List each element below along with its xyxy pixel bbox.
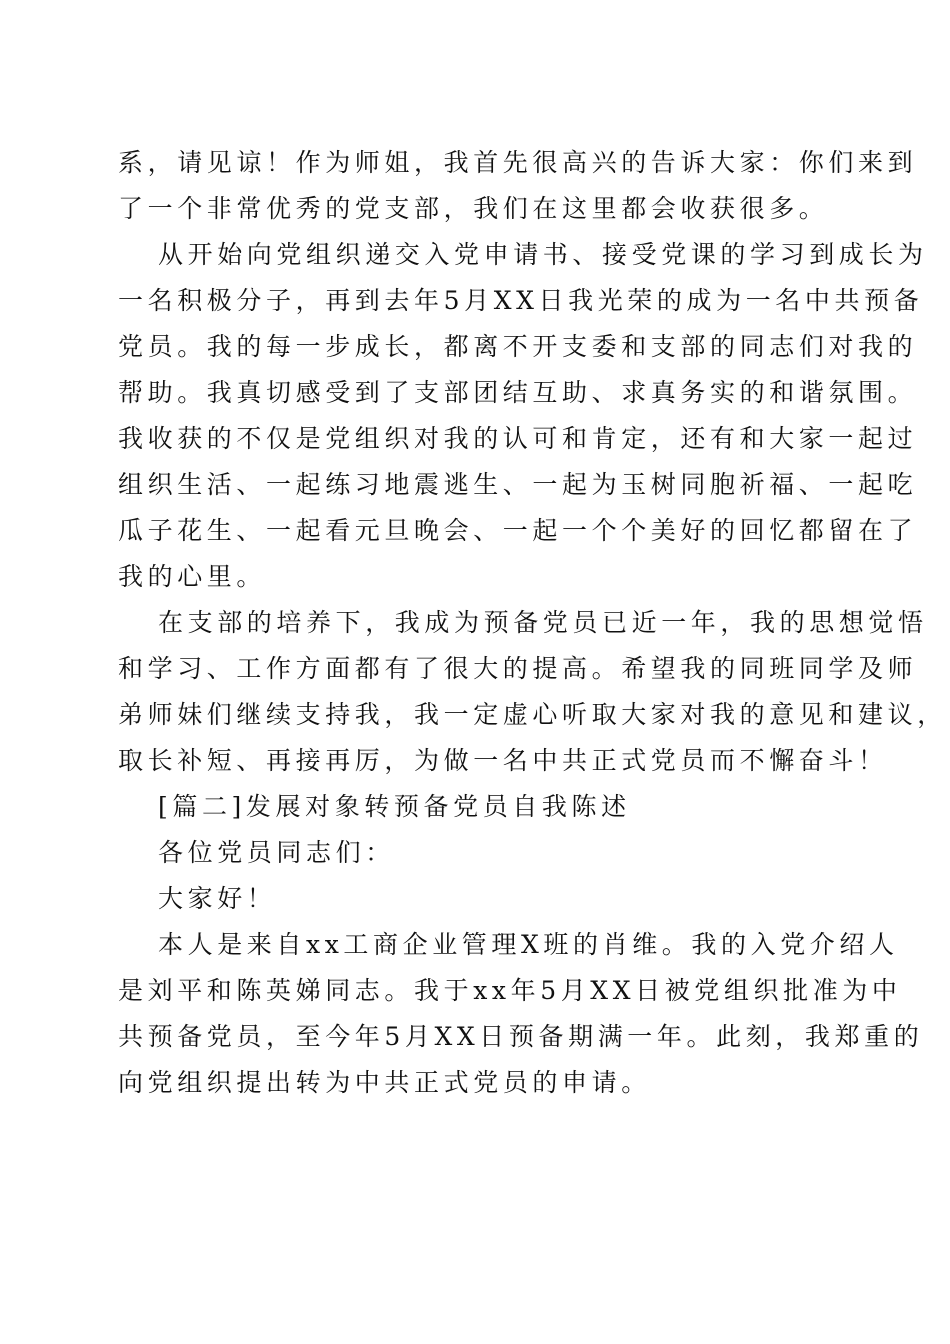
text-line: 了一个非常优秀的党支部，我们在这里都会收获很多。 [118, 194, 829, 223]
text-line: 帮助。我真切感受到了支部团结互助、求真务实的和谐氛围。 [118, 378, 918, 407]
paragraph-start: 在支部的培养下，我成为预备党员已近一年，我的思想觉悟 [158, 608, 928, 637]
salutation: 各位党员同志们： [158, 838, 395, 867]
paragraph-start: 从开始向党组织递交入党申请书、接受党课的学习到成长为 [158, 240, 928, 269]
text-line: 是刘平和陈英娣同志。我于xx年5月XX日被党组织批准为中 [118, 976, 902, 1005]
text-line: 我收获的不仅是党组织对我的认可和肯定，还有和大家一起过 [118, 424, 918, 453]
text-line: 共预备党员，至今年5月XX日预备期满一年。此刻，我郑重的 [118, 1022, 924, 1051]
text-line: 和学习、工作方面都有了很大的提高。希望我的同班同学及师 [118, 654, 918, 683]
text-line: 组织生活、一起练习地震逃生、一起为玉树同胞祈福、一起吃 [118, 470, 918, 499]
text-line: 取长补短、再接再厉，为做一名中共正式党员而不懈奋斗！ [118, 746, 888, 775]
text-line: 弟师妹们继续支持我，我一定虚心听取大家对我的意见和建议， [118, 700, 947, 729]
text-line: 党员。我的每一步成长，都离不开支委和支部的同志们对我的 [118, 332, 918, 361]
paragraph-start: 本人是来自xx工商企业管理X班的肖维。我的入党介绍人 [158, 930, 899, 959]
text-line: 瓜子花生、一起看元旦晚会、一起一个个美好的回忆都留在了 [118, 516, 918, 545]
text-line: 向党组织提出转为中共正式党员的申请。 [118, 1068, 651, 1097]
greeting: 大家好！ [158, 884, 277, 913]
section-heading: [篇二]发展对象转预备党员自我陈述 [158, 792, 631, 821]
text-line: 系，请见谅！作为师姐，我首先很高兴的告诉大家：你们来到 [118, 148, 918, 177]
text-line: 我的心里。 [118, 562, 267, 591]
text-line: 一名积极分子，再到去年5月XX日我光荣的成为一名中共预备 [118, 286, 924, 315]
